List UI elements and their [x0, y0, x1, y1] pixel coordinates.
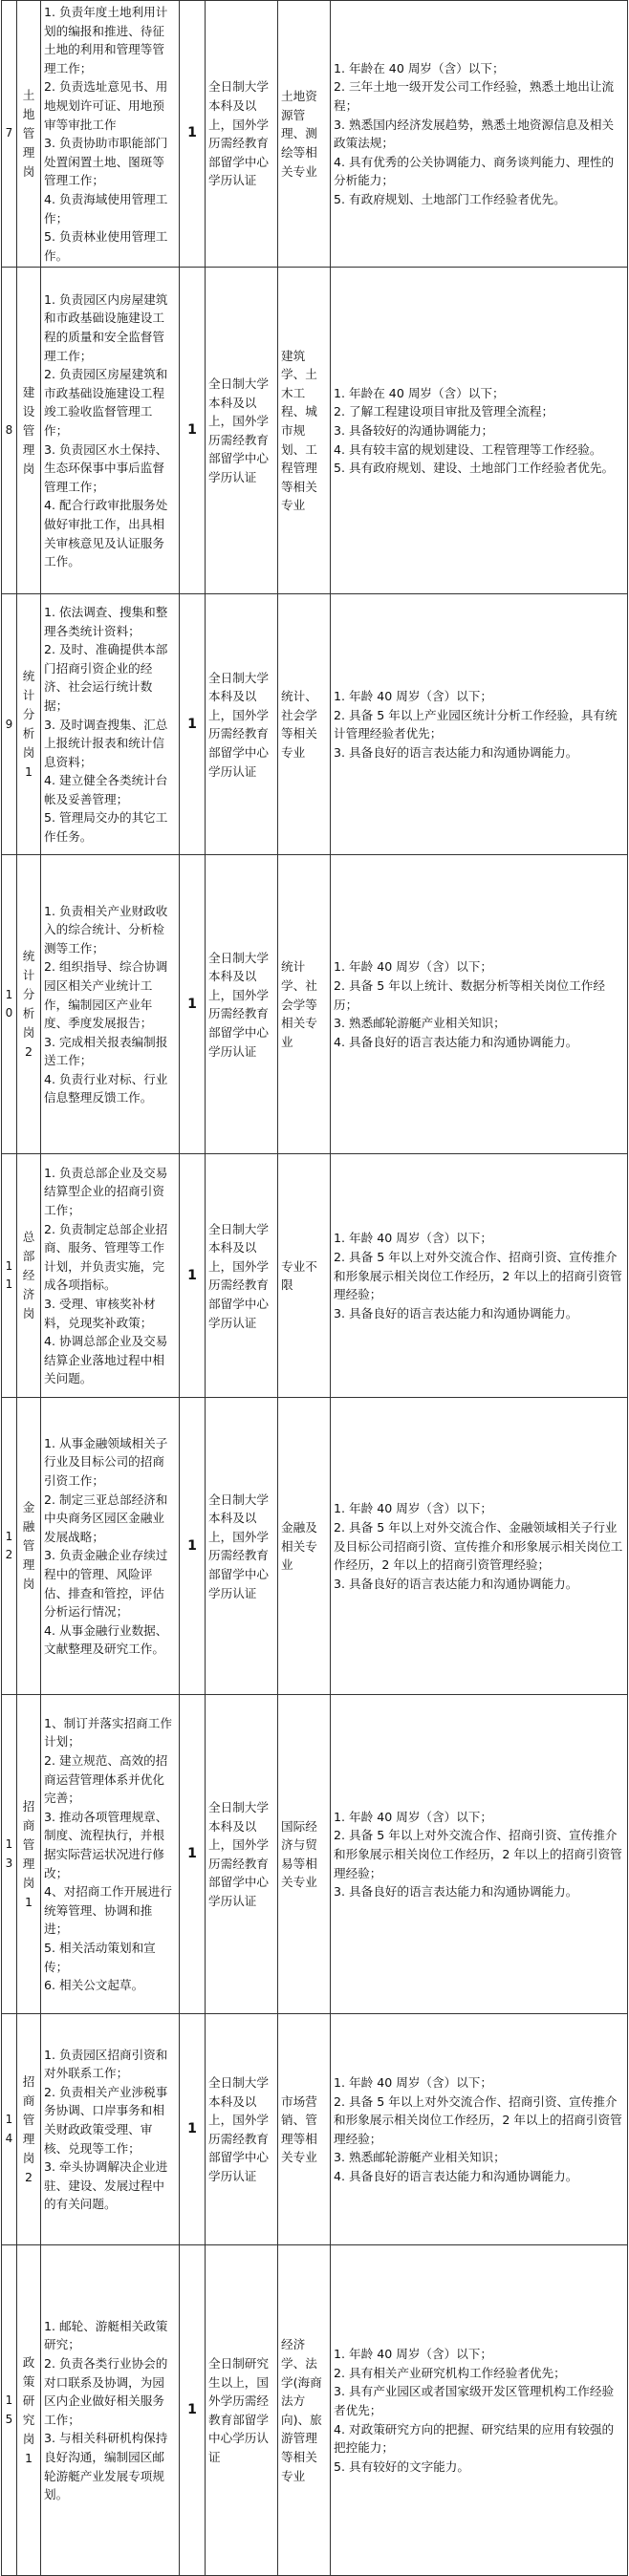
headcount: 1 — [180, 2245, 206, 2576]
qualifications-line: 1. 年龄在 40 周岁（含）以下； — [334, 60, 505, 75]
duties-line: 1、制订并落实招商工作计划； — [44, 1715, 172, 1750]
duties-line: 4. 负责行业对标、行业信息整理反馈工作。 — [44, 1071, 168, 1106]
qualifications-line: 4. 具备良好的语言表达能力和沟通协调能力。 — [334, 1034, 578, 1049]
education-requirement: 全日制大学本科及以上，国外学历需经教育部留学中心学历认证 — [206, 594, 278, 855]
duties-line: 2. 组织指导、综合协调园区相关产业统计工作，编制园区产业年度、季度发展报告； — [44, 959, 168, 1031]
table-row — [2, 2245, 628, 2576]
qualifications-line: 3. 具备良好的语言表达能力和沟通协调能力。 — [334, 1884, 578, 1900]
duties-line: 3. 推动各项管理规章、制度、流程执行，并根据实际营运状况进行修改； — [44, 1809, 168, 1880]
duties — [41, 594, 180, 855]
duties-line: 1. 邮轮、游艇相关政策研究； — [44, 2318, 168, 2352]
qualifications-line: 4. 具有较丰富的规划建设、工程管理等工作经验。 — [334, 441, 602, 457]
duties — [41, 2014, 180, 2245]
qualifications-line: 1. 年龄 40 周岁（含）以下； — [334, 2347, 492, 2362]
qualifications-line: 5. 具有较好的文字能力。 — [334, 2458, 469, 2474]
qualifications — [331, 594, 628, 855]
duties-line: 4. 协调总部企业及交易结算企业落地过程中相关问题。 — [44, 1334, 168, 1386]
duties — [41, 268, 180, 594]
row-number: 15 — [2, 2245, 17, 2576]
qualifications-line: 1. 年龄 40 周岁（含）以下； — [334, 1809, 492, 1824]
duties-line: 6. 相关公文起草。 — [44, 1978, 144, 1993]
duties — [41, 2245, 180, 2576]
qualifications-line: 1. 年龄 40 周岁（含）以下； — [334, 1231, 492, 1246]
row-number: 7 — [2, 1, 17, 268]
duties-line: 2. 负责选址意见书、用地规划许可证、用地预审等审批工作 — [44, 79, 168, 132]
duties-line: 1. 依法调查、搜集和整理各类统计资料； — [44, 604, 168, 638]
qualifications — [331, 1398, 628, 1695]
duties-line: 5. 负责林业使用管理工作。 — [44, 229, 168, 263]
position-name: 总部经济岗 — [17, 1154, 41, 1398]
qualifications-line: 2. 具备 5 年以上对外交流合作、招商引资、宣传推介和形象展示相关岗位工作经历，2 年以上的招商引资管理经验； — [334, 1828, 622, 1880]
duties-line: 4. 从事金融行业数据、文献整理及研究工作。 — [44, 1622, 168, 1657]
duties-line: 3. 负责金融企业存续过程中的管理、风险评估、排查和管控，评估分析运行情况； — [44, 1548, 168, 1620]
education-requirement: 全日制大学本科及以上，国外学历需经教育部留学中心学历认证 — [206, 2014, 278, 2245]
table-row — [2, 1398, 628, 1695]
duties — [41, 1398, 180, 1695]
position-name: 招商管理岗1 — [17, 1695, 41, 2014]
qualifications-line: 2. 具有相关产业研究机构工作经验者优先； — [334, 2365, 566, 2380]
duties-line: 2. 负责制定总部企业招商、服务、管理等工作计划，并负责实施，完成各项指标。 — [44, 1221, 168, 1293]
duties-line: 4、对招商工作开展进行统筹管理、协调和推进； — [44, 1884, 172, 1937]
qualifications-line: 4. 具备良好的语言表达能力和沟通协调能力。 — [334, 2169, 578, 2183]
row-number: 12 — [2, 1398, 17, 1695]
major-requirement: 专业不限 — [278, 1154, 331, 1398]
qualifications — [331, 2014, 628, 2245]
qualifications — [331, 2245, 628, 2576]
position-name: 统计分析岗2 — [17, 855, 41, 1154]
row-number: 10 — [2, 855, 17, 1154]
qualifications-line: 2. 具备 5 年以上对外交流合作、招商引资、宣传推介和形象展示相关岗位工作经历，2 年以上的招商引资管理经验； — [334, 2093, 622, 2146]
row-number: 9 — [2, 594, 17, 855]
headcount: 1 — [180, 594, 206, 855]
table-row — [2, 594, 628, 855]
qualifications — [331, 1695, 628, 2014]
table-row — [2, 2014, 628, 2245]
qualifications-line: 5. 具有政府规划、建设、土地部门工作经验者优先。 — [334, 461, 615, 476]
qualifications-line: 3. 具有产业园区或者国家级开发区管理机构工作经验者优先； — [334, 2384, 615, 2418]
qualifications-line: 1. 年龄 40 周岁（含）以下； — [334, 689, 492, 704]
duties — [41, 1154, 180, 1398]
education-requirement: 全日制大学本科及以上，国外学历需经教育部留学中心学历认证 — [206, 1398, 278, 1695]
qualifications — [331, 1154, 628, 1398]
position-name: 建设管理岗 — [17, 268, 41, 594]
qualifications — [331, 1, 628, 268]
qualifications-line: 2. 具备 5 年以上对外交流合作、金融领域相关子行业及目标公司招商引资、宣传推介和形象展示相关岗位工作经历，2 年以上的招商引资管理经验； — [334, 1519, 623, 1573]
qualifications-line: 4. 对政策研究方向的把握、研究结果的应用有较强的把控能力； — [334, 2421, 615, 2456]
duties-line: 1. 负责园区内房屋建筑和市政基础设施建设工程的质量和安全监督管理工作； — [44, 291, 168, 363]
education-requirement: 全日制大学本科及以上，国外学历需经教育部留学中心学历认证 — [206, 855, 278, 1154]
qualifications-line: 1. 年龄 40 周岁（含）以下； — [334, 1501, 492, 1516]
qualifications-line: 1. 年龄 40 周岁（含）以下； — [334, 959, 492, 975]
qualifications-line: 2. 具备 5 年以上产业园区统计分析工作经验，具有统计管理经验者优先； — [334, 707, 618, 741]
position-name: 土地管理岗 — [17, 1, 41, 268]
qualifications-line: 3. 熟悉邮轮游艇产业相关知识； — [334, 2150, 506, 2165]
duties-line: 1. 负责年度土地利用计划的编报和推进、待征土地的利用和管理等管理工作； — [44, 5, 168, 75]
duties-line: 1. 负责相关产业财政收入的综合统计、分析检测等工作； — [44, 903, 168, 955]
duties-line: 2. 负责各类行业协会的对口联系及协调，为园区内企业做好相关服务工作； — [44, 2356, 168, 2427]
table-row — [2, 1, 628, 268]
duties-line: 3. 及时调查搜集、汇总上报统计报表和统计信息资料； — [44, 717, 168, 769]
table-body — [2, 1, 628, 2576]
qualifications-line: 2. 三年土地一级开发公司工作经验，熟悉土地出让流程； — [334, 79, 615, 113]
headcount: 1 — [180, 1398, 206, 1695]
major-requirement: 土地资源管理、测绘等相关专业 — [278, 1, 331, 268]
qualifications-line: 3. 具备良好的语言表达能力和沟通协调能力。 — [334, 744, 578, 760]
qualifications-line: 3. 具备较好的沟通协调能力； — [334, 423, 494, 439]
duties-line: 4. 配合行政审批服务处做好审批工作，出具相关审核意见及认证服务工作。 — [44, 498, 168, 569]
major-requirement: 建筑学、土木工程、城市规划、工程管理等相关专业 — [278, 268, 331, 594]
headcount: 1 — [180, 1695, 206, 2014]
row-number: 8 — [2, 268, 17, 594]
duties — [41, 1, 180, 268]
qualifications — [331, 268, 628, 594]
position-name: 招商管理岗2 — [17, 2014, 41, 2245]
education-requirement: 全日制大学本科及以上，国外学历需经教育部留学中心学历认证 — [206, 1154, 278, 1398]
headcount: 1 — [180, 1, 206, 268]
major-requirement: 统计、社会学等相关专业 — [278, 594, 331, 855]
duties-line: 5. 相关活动策划和宣传； — [44, 1940, 156, 1974]
row-number: 11 — [2, 1154, 17, 1398]
duties-line: 3. 负责协助市职能部门处置闲置土地、图斑等管理工作； — [44, 136, 168, 188]
table-row — [2, 1695, 628, 2014]
headcount: 1 — [180, 268, 206, 594]
duties-line: 3. 完成相关报表编制报送工作； — [44, 1034, 168, 1068]
table-row — [2, 855, 628, 1154]
qualifications-line: 2. 具备 5 年以上统计、数据分析等相关岗位工作经历； — [334, 977, 605, 1012]
education-requirement: 全日制大学本科及以上，国外学历需经教育部留学中心学历认证 — [206, 268, 278, 594]
row-number: 14 — [2, 2014, 17, 2245]
duties-line: 4. 负责海域使用管理工作； — [44, 191, 168, 225]
table-row — [2, 1154, 628, 1398]
duties-line: 4. 建立健全各类统计台帐及妥善管理； — [44, 773, 168, 806]
duties-line: 1. 负责总部企业及交易结算型企业的招商引资工作； — [44, 1165, 168, 1217]
table-row — [2, 268, 628, 594]
position-name: 金融管理岗 — [17, 1398, 41, 1695]
major-requirement: 金融及相关专业 — [278, 1398, 331, 1695]
duties-line: 1. 从事金融领域相关子行业及目标公司的招商引资工作； — [44, 1435, 168, 1488]
headcount: 1 — [180, 855, 206, 1154]
duties-line: 1. 负责园区招商引资和对外联系工作； — [44, 2047, 168, 2081]
major-requirement: 国际经济与贸易等相关专业 — [278, 1695, 331, 2014]
duties-line: 3. 牵头协调解决企业进驻、建设、发展过程中的有关问题。 — [44, 2159, 168, 2212]
qualifications-line: 2. 了解工程建设项目审批及管理全流程； — [334, 404, 554, 419]
duties-line: 3. 负责园区水土保持、生态环保事中事后监督管理工作； — [44, 441, 168, 494]
headcount: 1 — [180, 1154, 206, 1398]
qualifications — [331, 855, 628, 1154]
qualifications-line: 2. 具备 5 年以上对外交流合作、招商引资、宣传推介和形象展示相关岗位工作经历，2 年以上的招商引资管理经验； — [334, 1249, 622, 1302]
duties-line: 2. 负责园区房屋建筑和市政基础设施建设工程竣工验收监督管理工作； — [44, 367, 168, 439]
duties-line: 2. 制定三亚总部经济和中央商务区园区金融业发展战略； — [44, 1492, 168, 1544]
education-requirement: 全日制大学本科及以上，国外学历需经教育部留学中心学历认证 — [206, 1695, 278, 2014]
duties-line: 3. 受理、审核奖补材料，兑现奖补政策； — [44, 1296, 156, 1330]
position-name: 统计分析岗1 — [17, 594, 41, 855]
qualifications-line: 1. 年龄在 40 周岁（含）以下； — [334, 385, 505, 400]
qualifications-line: 1. 年龄 40 周岁（含）以下； — [334, 2075, 492, 2091]
qualifications-line: 3. 具备良好的语言表达能力和沟通协调能力。 — [334, 1576, 578, 1591]
duties-line: 2. 建立规范、高效的招商运营管理体系并优化完善； — [44, 1753, 168, 1806]
position-name: 政策研究岗1 — [17, 2245, 41, 2576]
duties-line: 5. 管理局交办的其它工作任务。 — [44, 810, 168, 845]
major-requirement: 统计学、社会学等相关专业 — [278, 855, 331, 1154]
duties-line: 3. 与相关科研机构保持良好沟通，编制园区邮轮游艇产业发展专项规划。 — [44, 2431, 168, 2502]
row-number: 13 — [2, 1695, 17, 2014]
qualifications-line: 3. 具备良好的语言表达能力和沟通协调能力。 — [334, 1305, 578, 1320]
duties-line: 2. 及时、准确提供本部门招商引资企业的经济、社会运行统计数据； — [44, 642, 168, 713]
recruitment-table — [1, 0, 628, 2576]
major-requirement: 经济学、法学(海商法方向)、旅游管理等相关专业 — [278, 2245, 331, 2576]
education-requirement: 全日制大学本科及以上，国外学历需经教育部留学中心学历认证 — [206, 1, 278, 268]
qualifications-line: 3. 熟悉国内经济发展趋势，熟悉土地资源信息及相关政策法规； — [334, 117, 615, 151]
qualifications-line: 3. 熟悉邮轮游艇产业相关知识； — [334, 1016, 506, 1031]
qualifications-line: 5. 有政府规划、土地部门工作经验者优先。 — [334, 191, 566, 206]
duties — [41, 1695, 180, 2014]
duties-line: 2. 负责相关产业涉税事务协调、口岸事务和相关财政政策受理、审核、兑现等工作； — [44, 2084, 168, 2156]
major-requirement: 市场营销、管理等相关专业 — [278, 2014, 331, 2245]
education-requirement: 全日制研究生以上，国外学历需经教育部留学中心学历认证 — [206, 2245, 278, 2576]
headcount: 1 — [180, 2014, 206, 2245]
duties — [41, 855, 180, 1154]
qualifications-line: 4. 具有优秀的公关协调能力、商务谈判能力、理性的分析能力； — [334, 154, 615, 188]
